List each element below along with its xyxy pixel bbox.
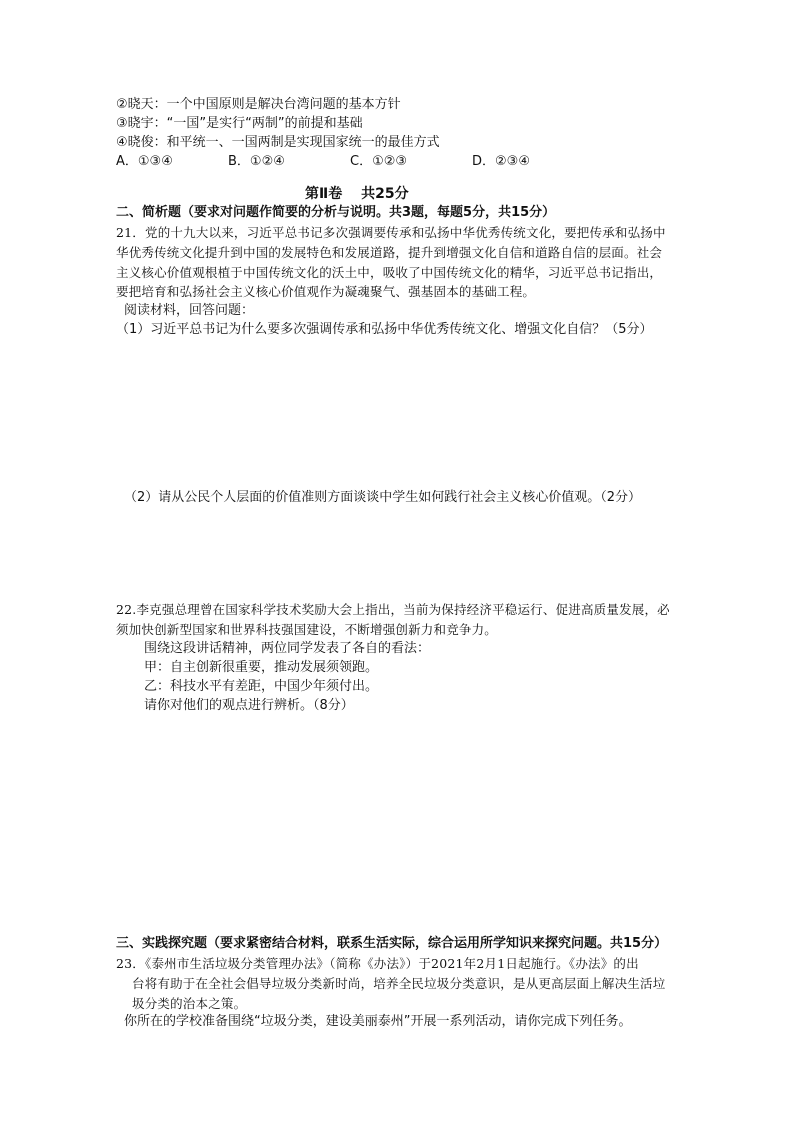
- section-heading-2: 二、简析题（要求对问题作简要的分析与说明。共3题，每题5分，共15分）: [116, 205, 556, 220]
- option-c: C．①②③: [350, 154, 408, 169]
- answer-options: [116, 153, 530, 171]
- choice-statement-2: ②晓天：一个中国原则是解决台湾问题的基本方针: [116, 97, 401, 112]
- q21-material-line: 要把培育和弘扬社会主义核心价值观作为凝魂聚气、强基固本的基础工程。: [116, 284, 536, 299]
- section-heading-3: 三、实践探究题（要求紧密结合材料，联系生活实际，综合运用所学知识来探究问题。共15分）: [116, 936, 668, 951]
- q22-view-jia: 甲：自主创新很重要，推动发展须领跑。: [144, 660, 379, 675]
- q22-material-line: 须加快创新型国家和世界科技强国建设，不断增强创新力和竞争力。: [116, 622, 498, 637]
- q23-task: 你所在的学校准备围绕“垃圾分类，建设美丽泰州”开展一系列活动，请你完成下列任务。: [124, 1014, 632, 1029]
- q22-question: 请你对他们的观点进行辨析。（8分）: [144, 698, 354, 713]
- q23-material-line: 23．《泰州市生活垃圾分类管理办法》（简称《办法》）于2021年2月1日起施行。《办法》的出: [116, 956, 639, 971]
- q22-material-line: 22.李克强总理曾在国家科学技术奖励大会上指出，当前为保持经济平稳运行、促进高质量发展，必: [116, 602, 670, 617]
- q21-material-line: 21．党的十九大以来，习近平总书记多次强调要传承和弘扬中华优秀传统文化，要把传承和弘扬中: [116, 225, 666, 240]
- q23-material-line: 台将有助于在全社会倡导垃圾分类新时尚，培养全民垃圾分类意识，是从更高层面上解决生活垃: [132, 976, 666, 991]
- option-b: B．①②④: [228, 154, 285, 169]
- q21-sub-question-2: （2）请从公民个人层面的价值准则方面谈谈中学生如何践行社会主义核心价值观。（2分）: [124, 490, 642, 505]
- q21-material-line: 主义核心价值观根植于中国传统文化的沃土中，吸收了中国传统文化的精华，习近平总书记指出，: [116, 265, 663, 280]
- choice-statement-3: ③晓宇：“一国”是实行“两制”的前提和基础: [116, 116, 363, 131]
- section-title: 第Ⅱ卷 共25分: [305, 186, 409, 202]
- choice-statement-4: ④晓俊：和平统一、一国两制是实现国家统一的最佳方式: [116, 135, 440, 150]
- q22-view-yi: 乙：科技水平有差距，中国少年须付出。: [144, 679, 379, 694]
- q21-sub-question-1: （1）习近平总书记为什么要多次强调传承和弘扬中华优秀传统文化、增强文化自信？（5分）: [116, 322, 653, 337]
- option-a: A．①③④: [116, 154, 173, 169]
- option-d: D．②③④: [472, 154, 530, 169]
- q22-intro: 围绕这段讲话精神，两位同学发表了各自的看法：: [144, 641, 431, 656]
- q23-material-line: 圾分类的治本之策。: [132, 996, 247, 1011]
- q21-material-line: 华优秀传统文化提升到中国的发展特色和发展道路，提升到增强文化自信和道路自信的层面。社会: [116, 245, 663, 260]
- q21-prompt: 阅读材料，回答问题：: [124, 303, 255, 318]
